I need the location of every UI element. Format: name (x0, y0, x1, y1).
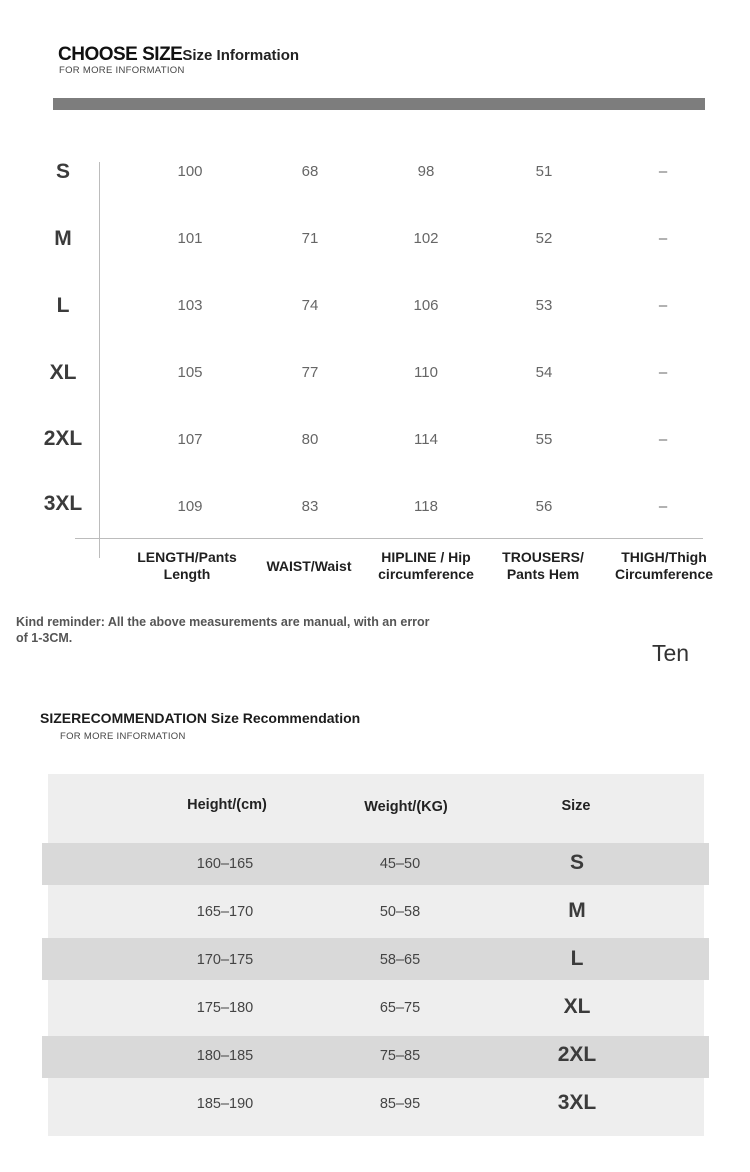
recommendation-subtitle: FOR MORE INFORMATION (60, 731, 186, 742)
column-header-line2: circumference (378, 566, 474, 582)
size-label-xl: XL (49, 361, 77, 384)
size-label-m: M (54, 227, 72, 250)
chart-horizontal-axis (75, 538, 703, 539)
height-cell: 165–170 (196, 904, 254, 920)
header-height: Height/(cm) (187, 797, 267, 813)
height-cell: 185–190 (196, 1096, 254, 1112)
size-label-2xl: 2XL (43, 427, 83, 450)
size-label-3xl: 3XL (43, 492, 83, 515)
size-cell: L (570, 947, 584, 970)
chart-cell: 74 (301, 297, 319, 314)
chart-cell: 80 (301, 431, 319, 448)
column-header-line1: TROUSERS/ (502, 549, 584, 565)
page-title (58, 44, 299, 66)
header-size: Size (561, 798, 591, 814)
weight-cell: 50–58 (379, 904, 421, 920)
height-cell: 175–180 (196, 1000, 254, 1016)
chart-cell: 51 (535, 163, 553, 180)
chart-cell: 52 (535, 230, 553, 247)
title-sub: Size Information (182, 47, 300, 64)
measurement-reminder: Kind reminder: All the above measurements are manual, with an error of 1-3CM. (16, 615, 430, 645)
column-header-line2: Circumference (614, 566, 714, 582)
column-header-line1: THIGH/Thigh (621, 549, 707, 565)
header-weight: Weight/(KG) (364, 799, 448, 815)
page-subtitle: FOR MORE INFORMATION (59, 65, 185, 76)
size-label-s: S (55, 160, 70, 183)
weight-cell: 45–50 (379, 856, 421, 872)
chart-cell: 101 (177, 230, 203, 247)
chart-cell: – (658, 498, 668, 515)
chart-cell: – (658, 364, 668, 381)
chart-cell: 118 (414, 498, 438, 515)
chart-cell: 53 (535, 297, 553, 314)
column-header-line1: HIPLINE / Hip (381, 549, 471, 565)
chart-cell: 68 (301, 163, 319, 180)
chart-cell: 77 (301, 364, 319, 381)
column-header-line1: WAIST/Waist (266, 558, 352, 574)
chart-cell: 105 (177, 364, 203, 381)
chart-cell: 114 (414, 431, 438, 448)
column-header-line1: LENGTH/Pants (137, 549, 237, 565)
height-cell: 180–185 (196, 1048, 254, 1064)
chart-cell: 106 (413, 297, 439, 314)
watermark-text: Ten (652, 640, 690, 666)
size-label-l: L (56, 294, 70, 317)
size-cell: S (569, 851, 584, 874)
column-header-thigh (604, 549, 724, 583)
chart-cell: 71 (301, 230, 319, 247)
chart-cell: 55 (535, 431, 553, 448)
chart-cell: 83 (301, 498, 319, 515)
column-header-hipline (367, 549, 485, 583)
column-header-waist (250, 558, 368, 575)
size-cell: 3XL (557, 1091, 597, 1114)
chart-cell: 103 (177, 297, 203, 314)
chart-cell: 54 (535, 364, 553, 381)
chart-cell: 107 (177, 431, 203, 448)
chart-cell: – (658, 230, 668, 247)
chart-cell: 56 (535, 498, 553, 515)
height-cell: 160–165 (196, 856, 254, 872)
weight-cell: 85–95 (379, 1096, 421, 1112)
height-cell: 170–175 (196, 952, 254, 968)
size-cell: M (568, 899, 586, 922)
size-cell: 2XL (557, 1043, 597, 1066)
chart-cell: 98 (417, 163, 435, 180)
chart-vertical-axis (99, 162, 100, 558)
chart-cell: 100 (177, 163, 203, 180)
size-cell: XL (563, 995, 591, 1018)
chart-cell: 102 (413, 230, 439, 247)
chart-cell: 109 (177, 498, 203, 515)
weight-cell: 65–75 (379, 1000, 421, 1016)
column-header-line2: Length (163, 566, 211, 582)
header-divider-bar (53, 98, 705, 110)
weight-cell: 58–65 (379, 952, 421, 968)
chart-cell: – (658, 297, 668, 314)
recommendation-title: SIZERECOMMENDATION Size Recommendation (40, 710, 361, 726)
chart-cell: – (658, 163, 668, 180)
chart-cell: 110 (414, 364, 438, 381)
column-header-length (128, 549, 246, 583)
weight-cell: 75–85 (379, 1048, 421, 1064)
column-header-trousers (484, 549, 602, 583)
title-main: CHOOSE SIZE (58, 44, 183, 65)
column-header-line2: Pants Hem (506, 566, 580, 582)
chart-cell: – (658, 431, 668, 448)
